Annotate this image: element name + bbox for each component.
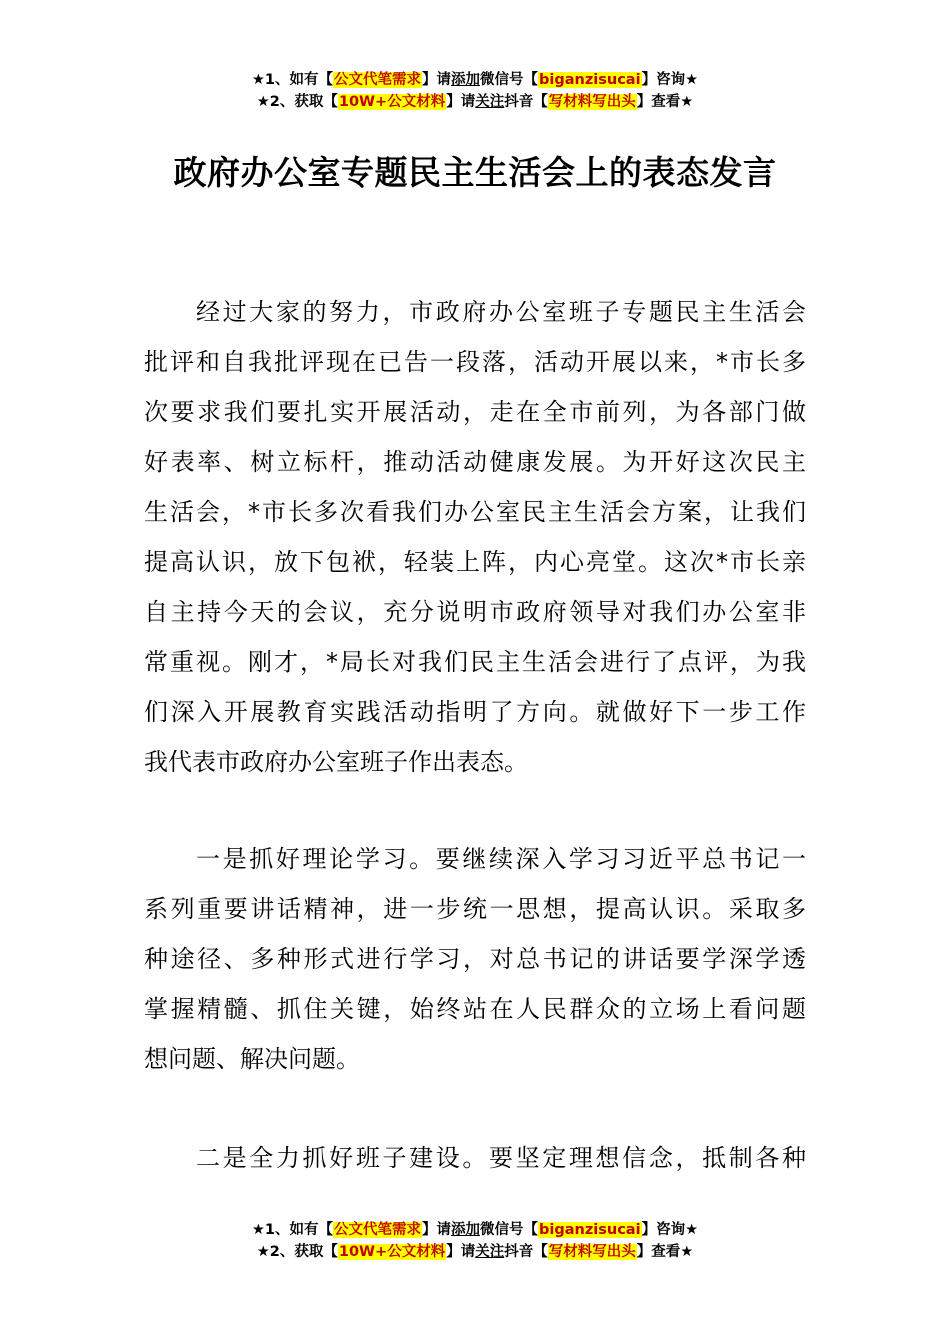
header-banner: [0, 69, 950, 113]
service-highlight: 公文代笔需求: [334, 72, 422, 88]
wechat-id: biganzisucai: [539, 72, 641, 88]
text-line: 生活会，*市长多次看我们办公室民主生活会方案，让我们: [144, 498, 806, 526]
text-line: 好表率、树立标杆，推动活动健康发展。为开好这次民主: [144, 448, 806, 476]
paragraph-2: [144, 834, 806, 1084]
text-line: 掌握精髓、抓住关键，始终站在人民群众的立场上看问题: [144, 995, 806, 1023]
banner-line-2: ★2、获取【10W+公文材料】请关注抖音【写材料写出头】查看★: [256, 94, 694, 110]
text-line: 二是全力抓好班子建设。要坚定理想信念，抵制各种: [196, 1144, 806, 1172]
text-line: 们深入开展教育实践活动指明了方向。就做好下一步工作: [144, 698, 806, 726]
materials-highlight: 10W+公文材料: [338, 94, 446, 110]
text-line: 自主持今天的会议，充分说明市政府领导对我们办公室非: [144, 598, 806, 626]
text-line: 系列重要讲话精神，进一步统一思想，提高认识。采取多: [144, 895, 806, 923]
text-line: 常重视。刚才，*局长对我们民主生活会进行了点评，为我: [144, 648, 806, 676]
text-line: 次要求我们要扎实开展活动，走在全市前列，为各部门做: [144, 398, 806, 426]
douyin-account: 写材料写出头: [548, 94, 636, 110]
douyin-account: 写材料写出头: [548, 1244, 636, 1260]
page-title: 政府办公室专题民主生活会上的表态发言: [173, 153, 777, 192]
footer-banner: [0, 1219, 950, 1263]
text-line: 经过大家的努力，市政府办公室班子专题民主生活会: [196, 298, 806, 326]
text-line: 我代表市政府办公室班子作出表态。: [144, 748, 528, 776]
banner-line-2: ★2、获取【10W+公文材料】请关注抖音【写材料写出头】查看★: [256, 1244, 694, 1260]
paragraph-3: [144, 1133, 806, 1183]
text-line: 一是抓好理论学习。要继续深入学习习近平总书记一: [196, 845, 806, 873]
banner-line-1: ★1、如有【公文代笔需求】请添加微信号【biganzisucai】咨询★: [251, 72, 699, 88]
banner-line-1: ★1、如有【公文代笔需求】请添加微信号【biganzisucai】咨询★: [251, 1222, 699, 1238]
wechat-id: biganzisucai: [539, 1222, 641, 1238]
text-line: 批评和自我批评现在已告一段落，活动开展以来，*市长多: [144, 348, 806, 376]
service-highlight: 公文代笔需求: [334, 1222, 422, 1238]
text-line: 种途径、多种形式进行学习，对总书记的讲话要学深学透: [144, 945, 806, 973]
text-line: 想问题、解决问题。: [144, 1045, 360, 1073]
text-line: 提高认识，放下包袱，轻装上阵，内心亮堂。这次*市长亲: [144, 548, 806, 576]
paragraph-1: [144, 287, 806, 787]
materials-highlight: 10W+公文材料: [338, 1244, 446, 1260]
